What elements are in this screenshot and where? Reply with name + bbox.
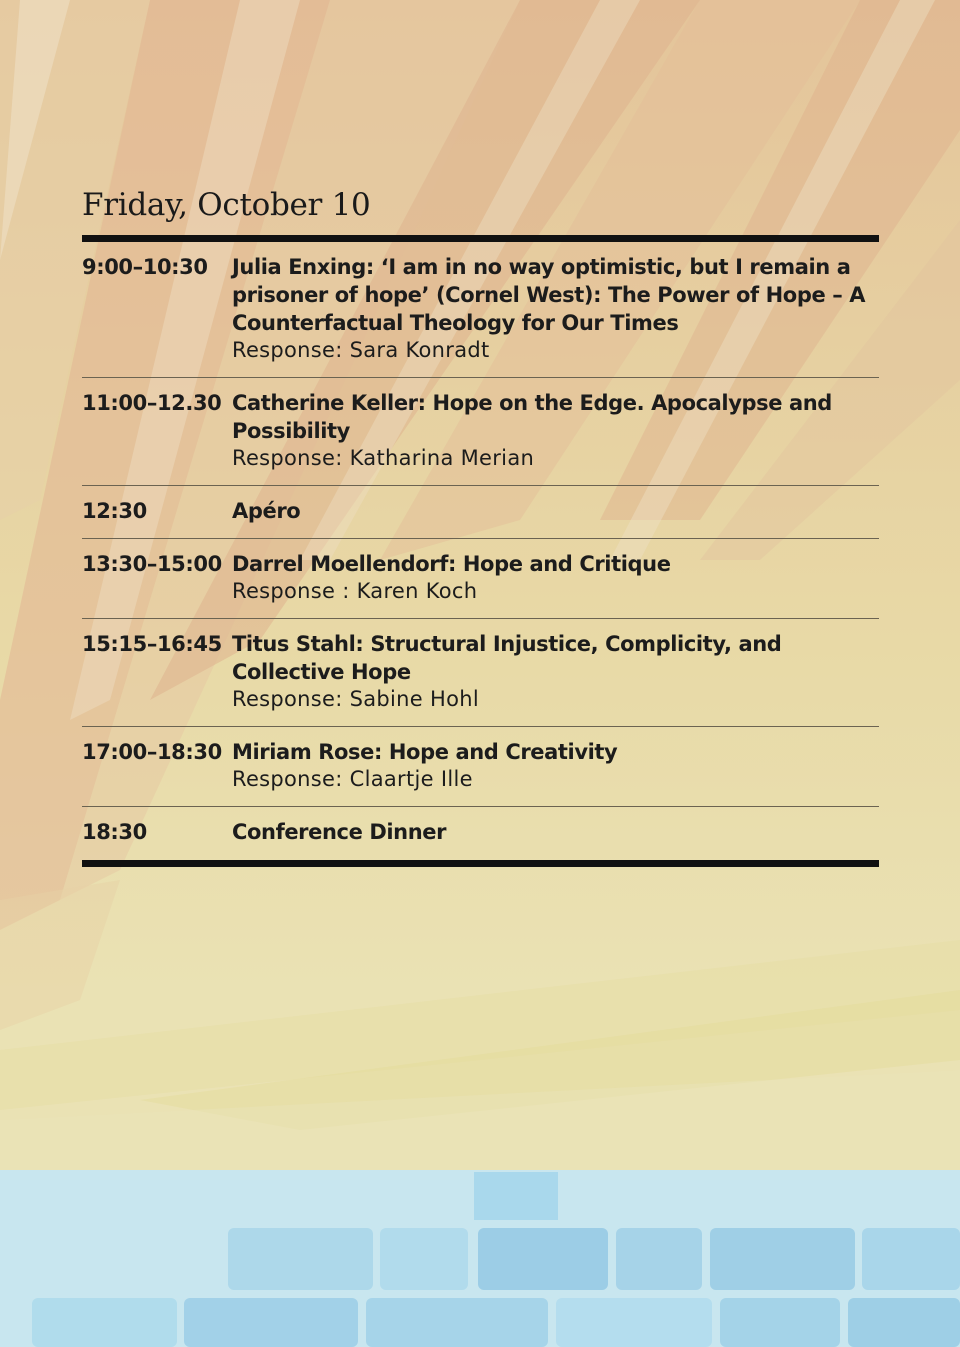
session-title: Julia Enxing: ‘I am in no way optimistic, but I remain a prisoner of hope’ (Cornel West): The Power of Hope – A Counterfactual Theology for Our Times <box>232 255 866 335</box>
schedule-row <box>82 486 879 539</box>
schedule-row <box>82 807 879 860</box>
session-title: Darrel Moellendorf: Hope and Critique <box>232 552 671 576</box>
schedule-row <box>82 727 879 807</box>
schedule-row <box>82 242 879 378</box>
schedule-row <box>82 378 879 486</box>
session-time: 9:00–10:30 <box>82 255 208 279</box>
schedule-section <box>82 185 879 867</box>
schedule-row <box>82 539 879 619</box>
session-title: Titus Stahl: Structural Injustice, Complicity, and Collective Hope <box>232 632 782 684</box>
day-title: Friday, October 10 <box>82 187 371 223</box>
session-time: 12:30 <box>82 499 147 523</box>
session-response: Response: Sabine Hohl <box>232 687 479 711</box>
session-time: 13:30–15:00 <box>82 552 222 576</box>
session-time: 18:30 <box>82 820 147 844</box>
session-response: Response: Katharina Merian <box>232 446 535 470</box>
schedule-row <box>82 619 879 727</box>
session-time: 11:00–12.30 <box>82 391 222 415</box>
session-time: 17:00–18:30 <box>82 740 222 764</box>
session-title: Miriam Rose: Hope and Creativity <box>232 740 618 764</box>
session-time: 15:15–16:45 <box>82 632 222 656</box>
session-response: Response: Sara Konradt <box>232 338 490 362</box>
session-title: Apéro <box>232 499 301 523</box>
bottom-rule <box>82 860 879 867</box>
session-title: Catherine Keller: Hope on the Edge. Apocalypse and Possibility <box>232 391 832 443</box>
session-response: Response : Karen Koch <box>232 579 478 603</box>
top-rule <box>82 235 879 242</box>
session-response: Response: Claartje Ille <box>232 767 473 791</box>
session-title: Conference Dinner <box>232 820 447 844</box>
